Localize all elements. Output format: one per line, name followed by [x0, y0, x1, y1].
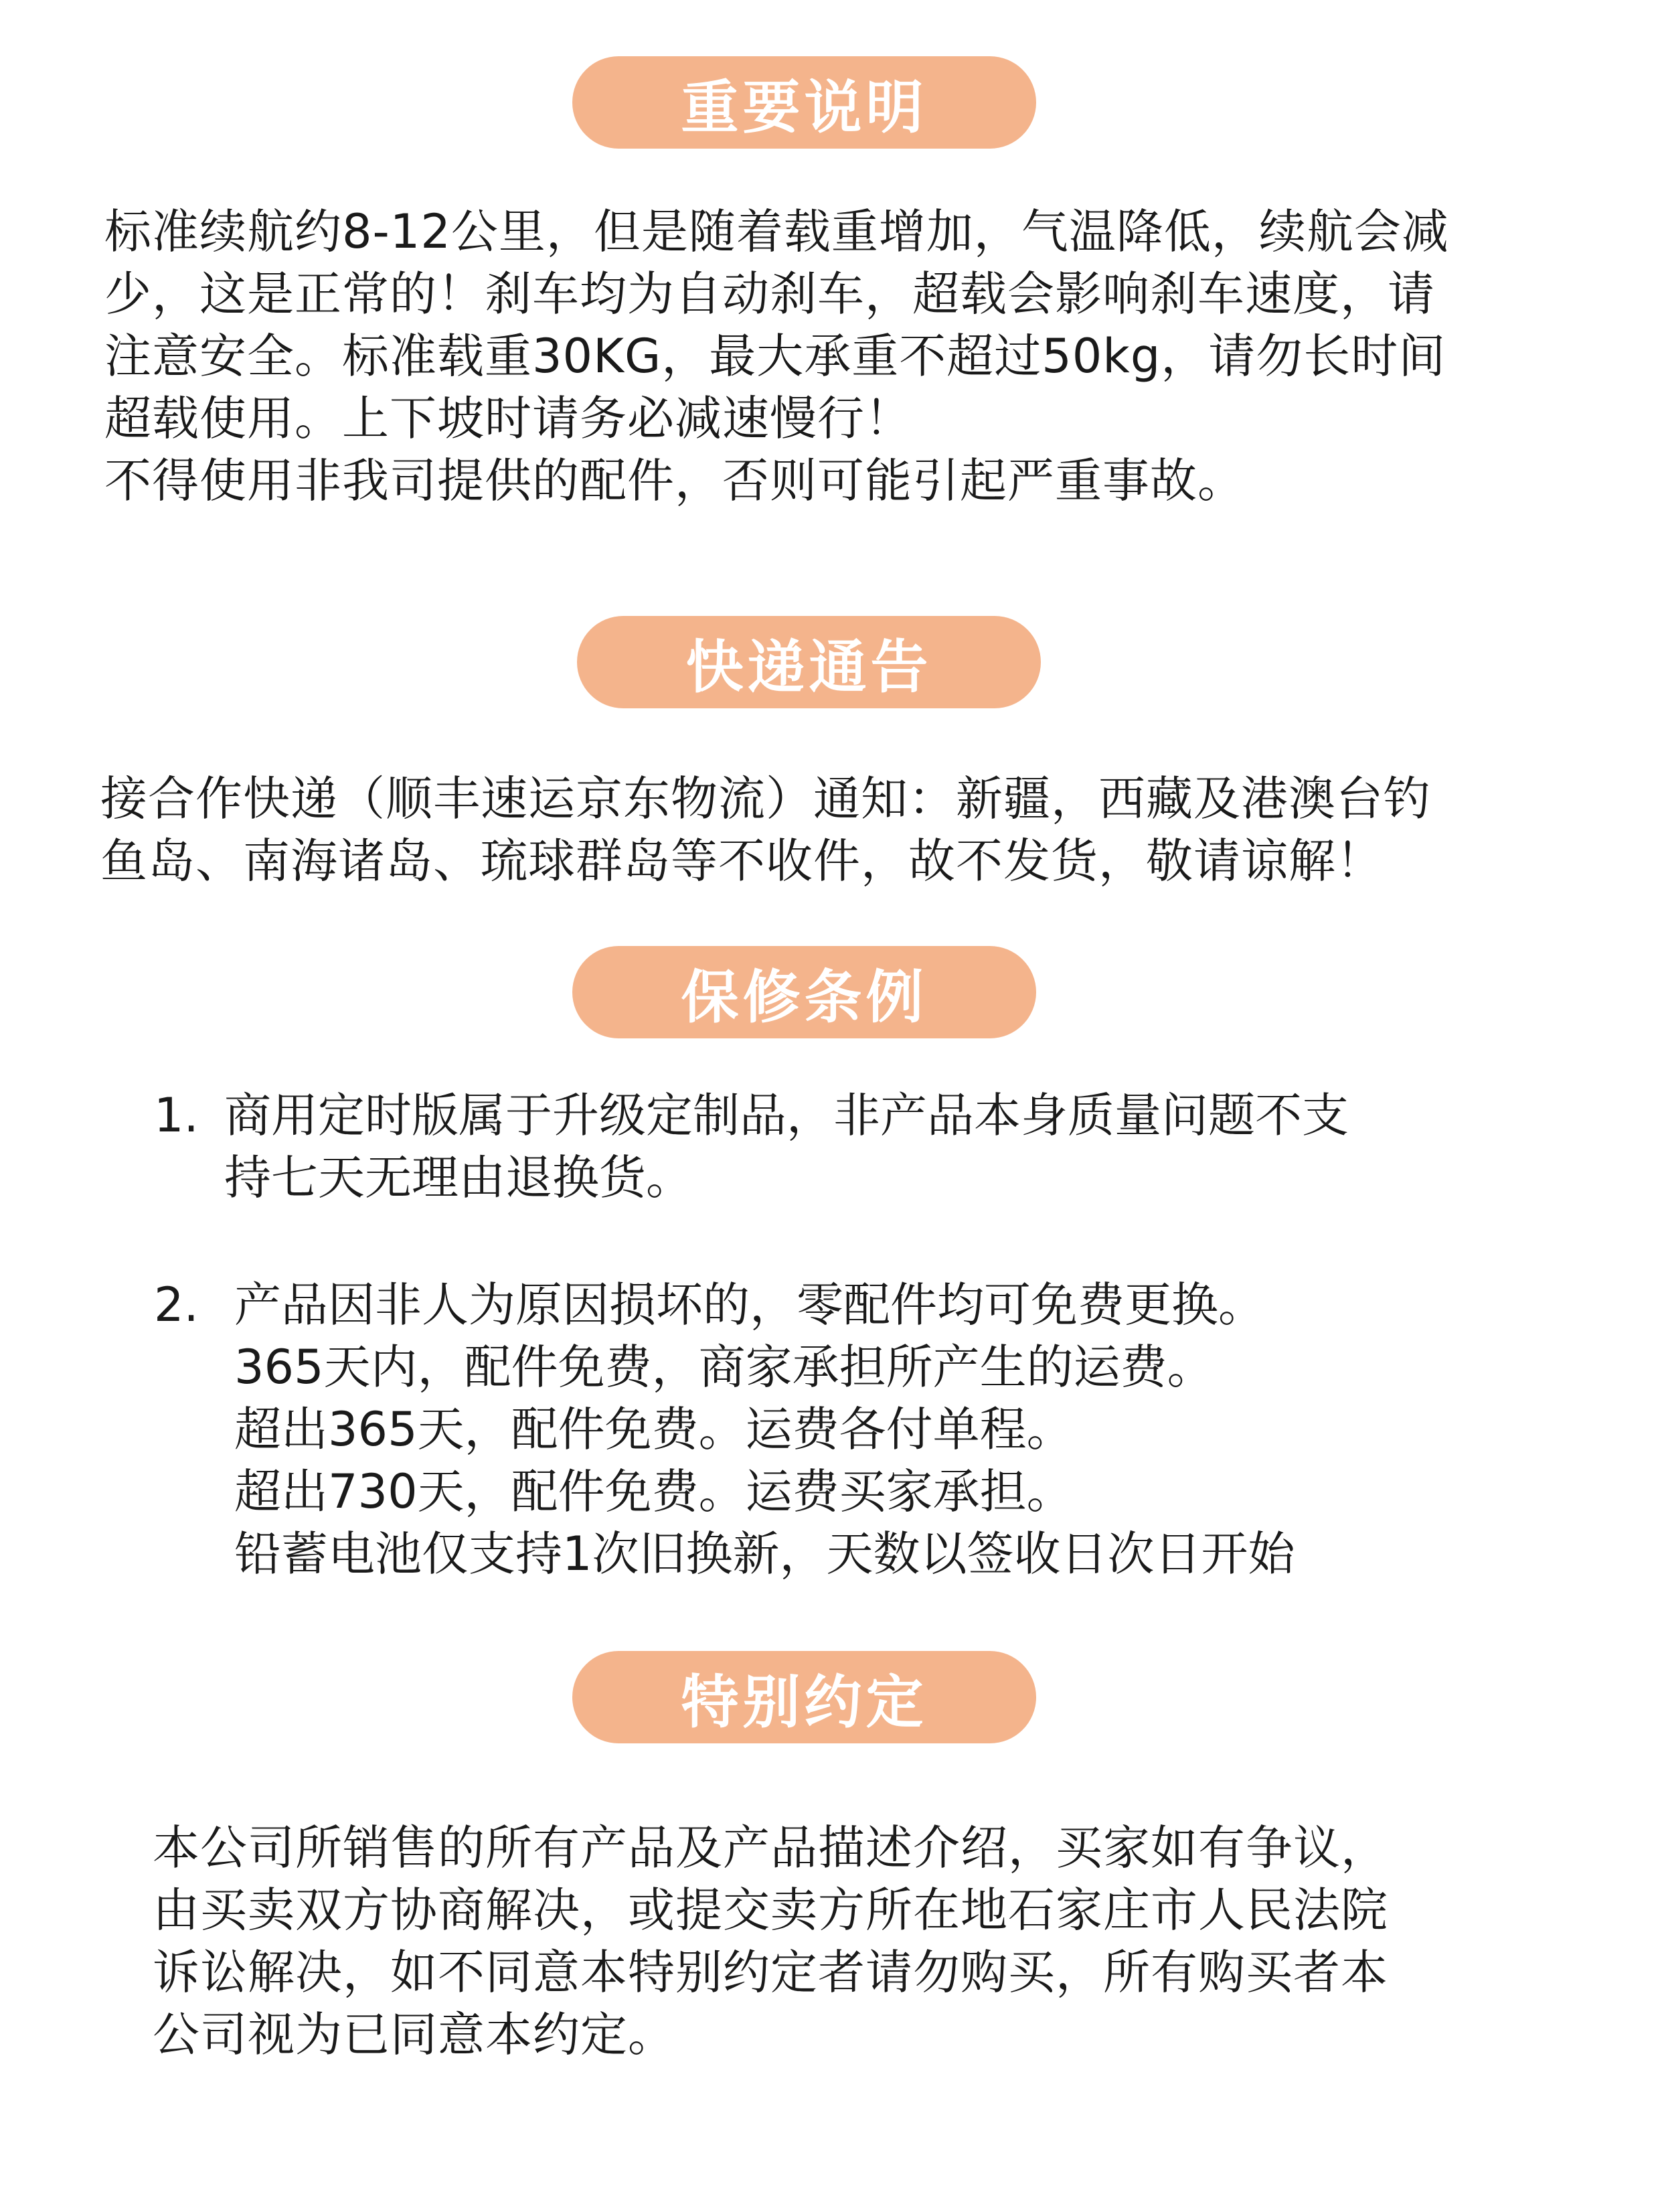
warranty-item-1-line-1: 商用定时版属于升级定制品，非产品本身质量问题不支 — [224, 1088, 1349, 1143]
section-title-shipping — [577, 616, 1041, 708]
warranty-item-2-line-2: 365天内，配件免费，商家承担所产生的运费。 — [234, 1340, 1214, 1395]
important-line-4: 超载使用。上下坡时请务必减速慢行！ — [104, 391, 912, 446]
warranty-item-2-body — [234, 1274, 1295, 1585]
warranty-item-1 — [154, 1085, 1560, 1212]
special-agreement — [153, 1817, 1388, 2066]
section-title-warranty-text: 保修条例 — [681, 964, 928, 1031]
shipping-line-1: 接合作快递（顺丰速运京东物流）通知：新疆，西藏及港澳台钓 — [100, 771, 1431, 826]
section-title-shipping-text: 快递通告 — [685, 634, 932, 701]
warranty-item-2-line-4: 超出730天，配件免费。运费买家承担。 — [234, 1464, 1074, 1519]
warranty-item-1-number: 1. — [154, 1088, 199, 1143]
section-title-important-text: 重要说明 — [681, 74, 928, 141]
warranty-item-2-line-3: 超出365天，配件免费。运费各付单程。 — [234, 1402, 1074, 1457]
shipping-line-2: 鱼岛、南海诸岛、琉球群岛等不收件，故不发货，敬请谅解！ — [100, 834, 1384, 888]
section-title-warranty — [572, 946, 1036, 1038]
special-line-1: 本公司所销售的所有产品及产品描述介绍，买家如有争议， — [153, 1820, 1388, 1875]
important-notes — [104, 201, 1449, 512]
important-line-5: 不得使用非我司提供的配件，否则可能引起严重事故。 — [104, 453, 1245, 508]
important-line-2: 少，这是正常的！刹车均为自动刹车，超载会影响刹车速度，请 — [104, 266, 1435, 321]
special-line-4: 公司视为已同意本约定。 — [153, 2007, 675, 2062]
section-title-important — [572, 56, 1036, 149]
warranty-item-1-body — [224, 1085, 1349, 1209]
warranty-item-1-line-2: 持七天无理由退换货。 — [224, 1150, 693, 1205]
shipping-notice — [100, 768, 1431, 892]
warranty-item-2-line-5: 铅蓄电池仅支持1次旧换新，天数以签收日次日开始 — [234, 1526, 1295, 1581]
section-title-special — [572, 1651, 1036, 1743]
warranty-item-2-number: 2. — [154, 1277, 199, 1332]
important-line-3: 注意安全。标准载重30KG，最大承重不超过50kg，请勿长时间 — [104, 329, 1446, 384]
special-line-3: 诉讼解决，如不同意本特别约定者请勿购买，所有购买者本 — [153, 1945, 1388, 2000]
warranty-item-2 — [154, 1274, 1560, 1589]
section-title-special-text: 特别约定 — [681, 1669, 928, 1736]
warranty-item-2-line-1: 产品因非人为原因损坏的，零配件均可免费更换。 — [234, 1277, 1265, 1332]
important-line-1: 标准续航约8-12公里，但是随着载重增加，气温降低，续航会减 — [104, 204, 1449, 259]
special-line-2: 由买卖双方协商解决，或提交卖方所在地石家庄市人民法院 — [153, 1883, 1388, 1938]
